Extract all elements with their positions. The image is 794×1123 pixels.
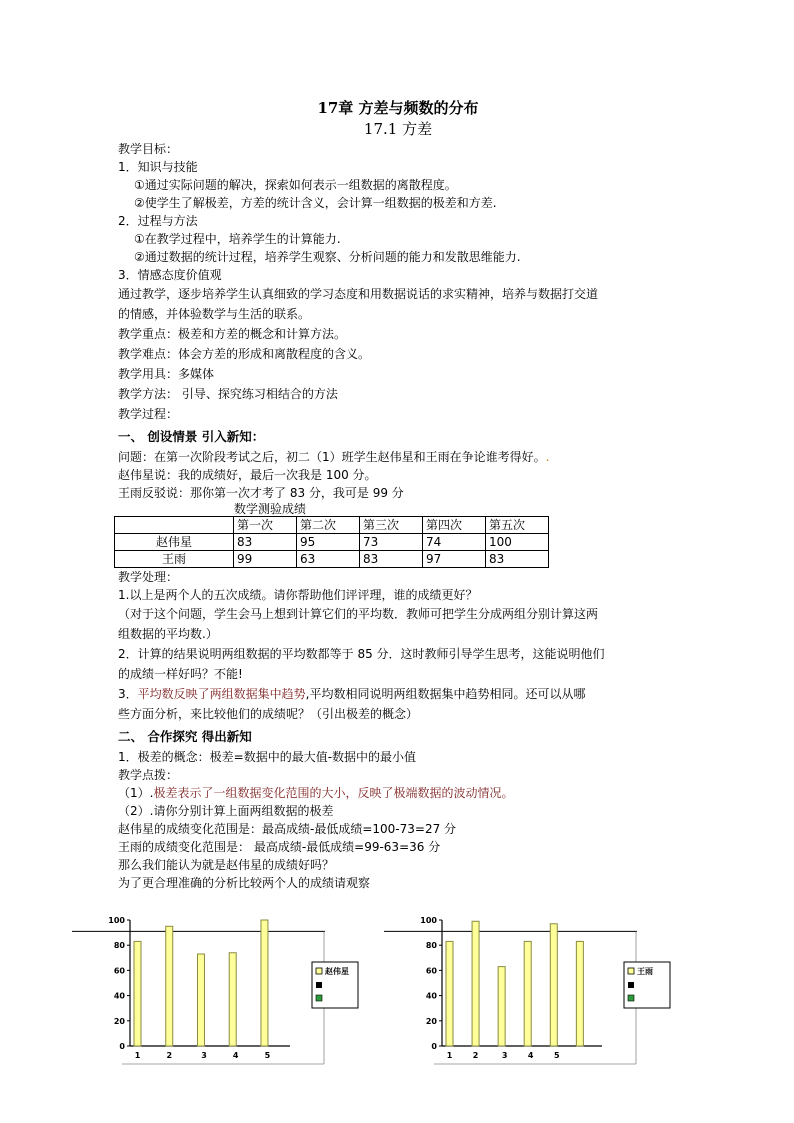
bar	[261, 920, 268, 1046]
legend-swatch	[628, 968, 634, 974]
y-tick-label: 20	[425, 1016, 437, 1026]
bar	[134, 941, 141, 1046]
handling-3b: 些方面分析，来比较他们的成绩呢？（引出极差的概念）	[118, 707, 419, 721]
score-cell: 74	[423, 534, 486, 551]
wang-statement: 王雨反驳说：那你第一次才考了 83 分，我可是 99 分	[118, 486, 404, 500]
bar	[229, 953, 236, 1046]
legend-swatch	[316, 968, 322, 974]
score-cell: 99	[234, 551, 297, 568]
handling-2b: 的成绩一样好吗？不能!	[118, 667, 243, 681]
teaching-key: 教学重点：极差和方差的概念和计算方法。	[118, 327, 347, 341]
y-tick-label: 40	[425, 991, 437, 1001]
x-tick-label: 2	[166, 1051, 173, 1060]
objective-2b: ②通过数据的统计过程，培养学生观察、分析问题的能力和发散思维能力.	[134, 250, 521, 264]
handling-1: 1.以上是两个人的五次成绩。请你帮助他们评评理，谁的成绩更好？	[118, 588, 478, 602]
y-tick-label: 0	[119, 1042, 125, 1051]
objectives-heading: 教学目标：	[118, 142, 179, 156]
table-header: 第四次	[423, 517, 486, 534]
table-header: 第二次	[297, 517, 360, 534]
y-tick-label: 80	[425, 941, 437, 951]
question-line: 那么我们能认为就是赵伟星的成绩好吗？	[118, 858, 335, 872]
student-name: 王雨	[115, 551, 234, 568]
objective-3a: 通过教学，逐步培养学生认真细致的学习态度和用数据说话的求实精神，培养与数据打交道	[118, 287, 599, 301]
range-concept: 1．极差的概念：极差=数据中的最大值-数据中的最小值	[118, 750, 417, 764]
problem-text: 问题：在第一次阶段考试之后，初二（1）班学生赵伟星和王雨在争论谁考得好。.	[118, 450, 550, 464]
zhao-statement: 赵伟星说：我的成绩好，最后一次我是 100 分。	[118, 468, 377, 482]
orange-dot: .	[545, 450, 550, 464]
teaching-process: 教学过程：	[118, 407, 179, 421]
x-tick-label: 5	[264, 1051, 271, 1060]
bar	[576, 941, 583, 1046]
legend-swatch	[628, 995, 634, 1001]
table-header-row	[115, 517, 549, 534]
chapter-title: 17章 方差与频数的分布	[317, 99, 479, 117]
highlight-text: 反映了极端数据的波动情况。	[357, 786, 514, 800]
objective-1a: ①通过实际问题的解决，探索如何表示一组数据的离散程度。	[134, 178, 457, 192]
section-2-heading: 二、 合作探究 得出新知	[118, 729, 252, 744]
y-tick-label: 100	[420, 916, 437, 925]
teaching-method: 教学方法： 引导、探究练习相结合的方法	[118, 387, 338, 401]
objective-3b: 的情感，并体验数学与生活的联系。	[118, 307, 311, 321]
table-caption: 数学测验成绩	[234, 502, 307, 516]
student-name: 赵伟星	[115, 534, 234, 551]
section-1-heading: 一、 创设情景 引入新知：	[118, 429, 265, 444]
legend-label: 赵伟星	[325, 967, 349, 976]
hint-heading: 教学点拨：	[118, 768, 179, 782]
table-row	[115, 534, 549, 551]
observe-line: 为了更合理准确的分析比较两个人的成绩请观察	[118, 876, 371, 890]
table-header: 第三次	[360, 517, 423, 534]
wang-range: 王雨的成绩变化范围是： 最高成绩-最低成绩=99-63=36 分	[118, 840, 441, 854]
y-tick-label: 60	[113, 966, 125, 976]
x-tick-label: 4	[527, 1051, 534, 1060]
score-cell: 73	[360, 534, 423, 551]
zhao-bar-chart	[70, 908, 370, 1078]
highlight-text: 平均数反映了两组数据集中趋势	[137, 687, 306, 701]
x-tick-label: 1	[134, 1051, 141, 1060]
x-tick-label: 1	[446, 1051, 453, 1060]
handling-3: 3．平均数反映了两组数据集中趋势,平均数相同说明两组数据集中趋势相同。还可以从哪	[118, 687, 586, 701]
x-tick-label: 3	[201, 1051, 207, 1060]
y-tick-label: 60	[425, 966, 437, 976]
legend-swatch	[316, 982, 322, 988]
legend-swatch	[628, 982, 634, 988]
bar	[550, 924, 557, 1046]
table-row	[115, 551, 549, 568]
y-tick-label: 0	[431, 1042, 437, 1051]
zhao-range: 赵伟星的成绩变化范围是：最高成绩-最低成绩=100-73=27 分	[118, 822, 457, 836]
objective-1b: ②使学生了解极差，方差的统计含义，会计算一组数据的极差和方差.	[134, 196, 497, 210]
y-tick-label: 100	[108, 916, 125, 925]
bar	[446, 941, 453, 1046]
y-tick-label: 80	[113, 941, 125, 951]
score-cell: 63	[297, 551, 360, 568]
section-title: 17.1 方差	[363, 120, 433, 138]
handling-heading: 教学处理：	[118, 570, 179, 584]
x-tick-label: 3	[501, 1051, 508, 1060]
y-tick-label: 20	[113, 1016, 125, 1026]
bar	[524, 941, 531, 1046]
legend-label: 王雨	[637, 967, 653, 976]
table-header: 第五次	[486, 517, 549, 534]
handling-1b: 组数据的平均数.）	[118, 627, 218, 641]
score-cell: 83	[486, 551, 549, 568]
x-tick-label: 2	[472, 1051, 479, 1060]
table-header: 第一次	[234, 517, 297, 534]
charts-area	[70, 908, 750, 1078]
legend-swatch	[316, 995, 322, 1001]
wang-bar-chart	[382, 908, 682, 1078]
score-cell: 83	[234, 534, 297, 551]
teaching-difficulty: 教学难点：体会方差的形成和离散程度的含义。	[118, 347, 371, 361]
bar	[472, 921, 479, 1046]
handling-1a: （对于这个问题，学生会马上想到计算它们的平均数．教师可把学生分成两组分别计算这两	[118, 607, 599, 621]
y-tick-label: 40	[113, 991, 125, 1001]
x-tick-label: 4	[232, 1051, 239, 1060]
objective-1: 1．知识与技能	[118, 160, 198, 174]
hint-2: （2）.请你分别计算上面两组数据的极差	[118, 804, 334, 818]
hint-1: （1）.极差表示了一组数据变化范围的大小，反映了极端数据的波动情况。	[118, 786, 514, 800]
handling-2a: 2．计算的结果说明两组数据的平均数都等于 85 分．这时教师引导学生思考，这能说明他们	[118, 647, 605, 661]
score-cell: 100	[486, 534, 549, 551]
bar	[498, 967, 505, 1046]
document-body	[118, 98, 678, 892]
score-cell: 95	[297, 534, 360, 551]
score-cell: 83	[360, 551, 423, 568]
objective-3: 3．情感态度价值观	[118, 268, 222, 282]
x-tick-label: 5	[553, 1051, 560, 1060]
bar	[166, 926, 173, 1046]
scores-table	[114, 516, 549, 568]
highlight-text: 极差表示了一组数据变化范围的大小，	[153, 786, 358, 800]
score-cell: 97	[423, 551, 486, 568]
objective-2a: ①在教学过程中，培养学生的计算能力.	[134, 232, 341, 246]
objective-2: 2．过程与方法	[118, 214, 198, 228]
bar	[197, 954, 204, 1046]
teaching-tools: 教学用具：多媒体	[118, 367, 215, 381]
table-corner	[115, 517, 234, 534]
